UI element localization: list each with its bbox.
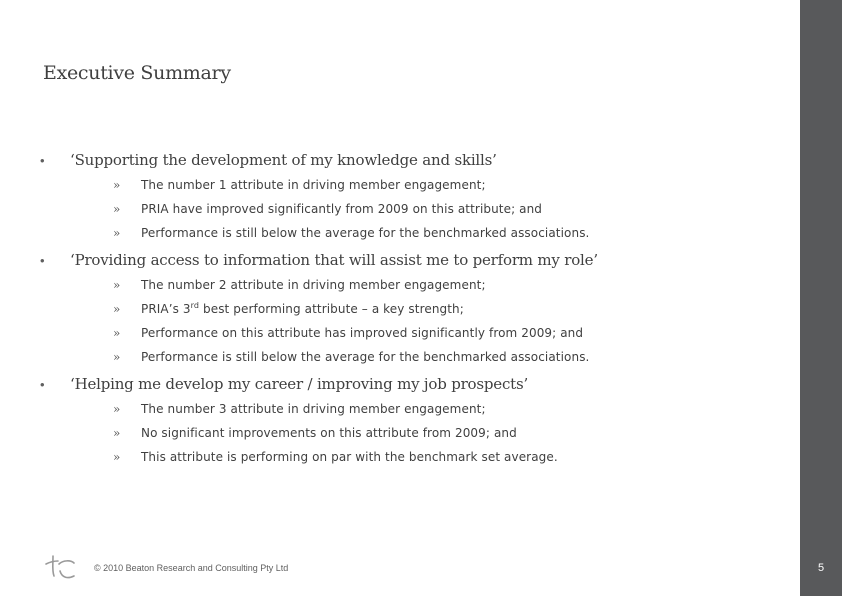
section-3-heading: ‘Helping me develop my career / improving my job prospects’ [70, 375, 529, 393]
beaton-logo-icon [44, 552, 76, 582]
chevron-right-icon: » [113, 302, 121, 316]
chevron-right-icon: » [113, 202, 121, 216]
chevron-right-icon: » [113, 226, 121, 240]
copyright-text: © 2010 Beaton Research and Consulting Pty Ltd [94, 563, 289, 573]
bullet-icon: • [40, 253, 45, 268]
point-text: No significant improvements on this attribute from 2009; and [141, 426, 517, 440]
chevron-right-icon: » [113, 326, 121, 340]
chevron-right-icon: » [113, 402, 121, 416]
point-text: Performance is still below the average for the benchmarked associations. [141, 350, 590, 364]
page-title: Executive Summary [43, 62, 231, 84]
point-text: This attribute is performing on par with the benchmark set average. [141, 450, 558, 464]
point-text: The number 1 attribute in driving member engagement; [141, 178, 486, 192]
chevron-right-icon: » [113, 426, 121, 440]
section-2-heading: ‘Providing access to information that will assist me to perform my role’ [70, 251, 598, 269]
bullet-icon: • [40, 153, 45, 168]
point-text-before: PRIA’s 3 [141, 302, 191, 316]
chevron-right-icon: » [113, 178, 121, 192]
point-text-after: best performing attribute – a key strength; [199, 302, 464, 316]
chevron-right-icon: » [113, 350, 121, 364]
point-text: Performance is still below the average for the benchmarked associations. [141, 226, 590, 240]
point-text: PRIA have improved significantly from 2009 on this attribute; and [141, 202, 543, 216]
section-1-heading: ‘Supporting the development of my knowledge and skills’ [70, 151, 497, 169]
bullet-icon: • [40, 377, 45, 392]
chevron-right-icon: » [113, 450, 121, 464]
page-number: 5 [817, 562, 825, 574]
chevron-right-icon: » [113, 278, 121, 292]
right-sidebar-bar [800, 0, 842, 596]
point-text: Performance on this attribute has improved significantly from 2009; and [141, 326, 584, 340]
point-text: The number 3 attribute in driving member engagement; [141, 402, 486, 416]
point-text [141, 302, 464, 316]
ordinal-suffix: rd [190, 301, 200, 310]
point-text: The number 2 attribute in driving member engagement; [141, 278, 486, 292]
